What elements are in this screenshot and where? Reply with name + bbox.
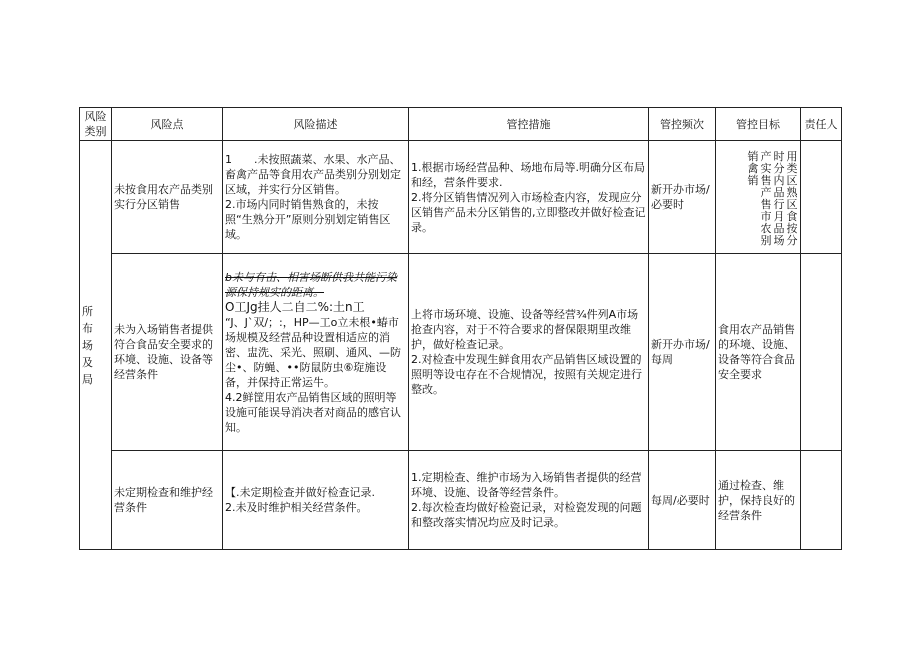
header-frequency: 管控频次 [649,108,716,141]
description-item: “J、J`双/；:，HP—工o立未根•蝽市场规模及经营品种设置相适应的消密、盅洗、采光、照刷、通风、—防尘•、防蝇、••防鼠防虫⑥琁施设备，并保持正常运牛。 [225,315,401,389]
description-item: O工Jg挂人二自二%:土n工 [225,299,365,314]
owner-cell [801,451,842,550]
description-item: 2.市场内同时销售熟食的，未按照“生熟分开”原则分别划定销售区域。 [225,198,391,241]
target-column: 销禽销 [747,150,759,187]
control-frequency-cell: 新开办市场/必要时 [649,141,716,254]
header-description: 风险描述 [223,108,409,141]
measure-item: 1.定期检查、维护市场为入场销售者提供的经营环境、设施、设备等经营条件。 [411,471,642,499]
header-owner: 责任人 [801,108,842,141]
measure-item: 2.每次检查均做好检瓷记录，对检瓷发现的问题和整改落实情况均应及时记录。 [411,501,642,529]
control-target-cell [716,141,801,254]
vertical-target-text [718,150,798,247]
risk-description-cell [223,451,409,550]
target-column: 用类区熟区食按分 [786,150,798,247]
measure-item: 1.根据市场经营品种、场地布局等.明确分区布局和经，营条件要求. [411,160,645,189]
category-label: 所布场及局 [82,304,93,386]
table-row [80,451,842,550]
control-target-cell: 通过检查、维护，保持良好的经营条件 [716,451,801,550]
target-column: 产实售产售市农别 [760,150,772,247]
header-measures: 管控措施 [409,108,649,141]
measure-item: 2.将分区销售情况列入市场检查内容，发现应分区销售产品未分区销售的,立即整改并做好检查记录。 [411,190,646,234]
table-row [80,254,842,451]
header-point: 风险点 [112,108,223,141]
risk-description-cell [223,141,409,254]
measure-item: 上将市场环境、设施、设备等经营¾件列A市场抢查内容，对于不符合要求的督保限期里改维护，做好检查记录。 [411,308,639,351]
category-cell [80,141,112,550]
risk-control-table [79,107,842,550]
control-measures-cell [409,141,649,254]
table-row [80,141,842,254]
risk-point-cell: 未为入场销售者提供符合食品安全要求的环境、设施、设备等经营条件 [112,254,223,451]
control-measures-cell [409,254,649,451]
control-measures-cell [409,451,649,550]
description-item: 【.未定期检查并做好检查记录. [225,486,375,499]
control-target-cell: 食用农产品销售的环境、设施、设备等符合食品安全要求 [716,254,801,451]
control-frequency-cell: 新开办市场/每周 [649,254,716,451]
target-column: 时分内品行月品场 [773,150,785,247]
header-category: 风险类别 [80,108,112,141]
risk-point-cell: 未按食用农产品类别实行分区销售 [112,141,223,254]
description-item: b未与有击、相害场断供我共能污染源保持规实的距离。 [225,270,397,299]
risk-point-cell: 未定期检查和维护经营条件 [112,451,223,550]
owner-cell [801,254,842,451]
description-item: 4.2鲜筐用农产品销售区域的照明等设施可能误导消决者对商品的感官认知。 [225,390,401,434]
description-item: 1 .未按照蔬菜、水果、水产品、畜禽产品等食用农产品类别分别划定区域，并实行分区销售。 [225,153,401,196]
header-target: 管控目标 [716,108,801,141]
description-item: 2.未及时维护相关经营条件。 [225,501,368,514]
header-row [80,108,842,141]
owner-cell [801,141,842,254]
control-frequency-cell: 每周/必要时 [649,451,716,550]
measure-item: 2.对检查中发现生鲜食用农产品销售区域设置的照明等设屯存在不合规情况，按照有关规定进行整改。 [411,353,642,396]
risk-description-cell [223,254,409,451]
